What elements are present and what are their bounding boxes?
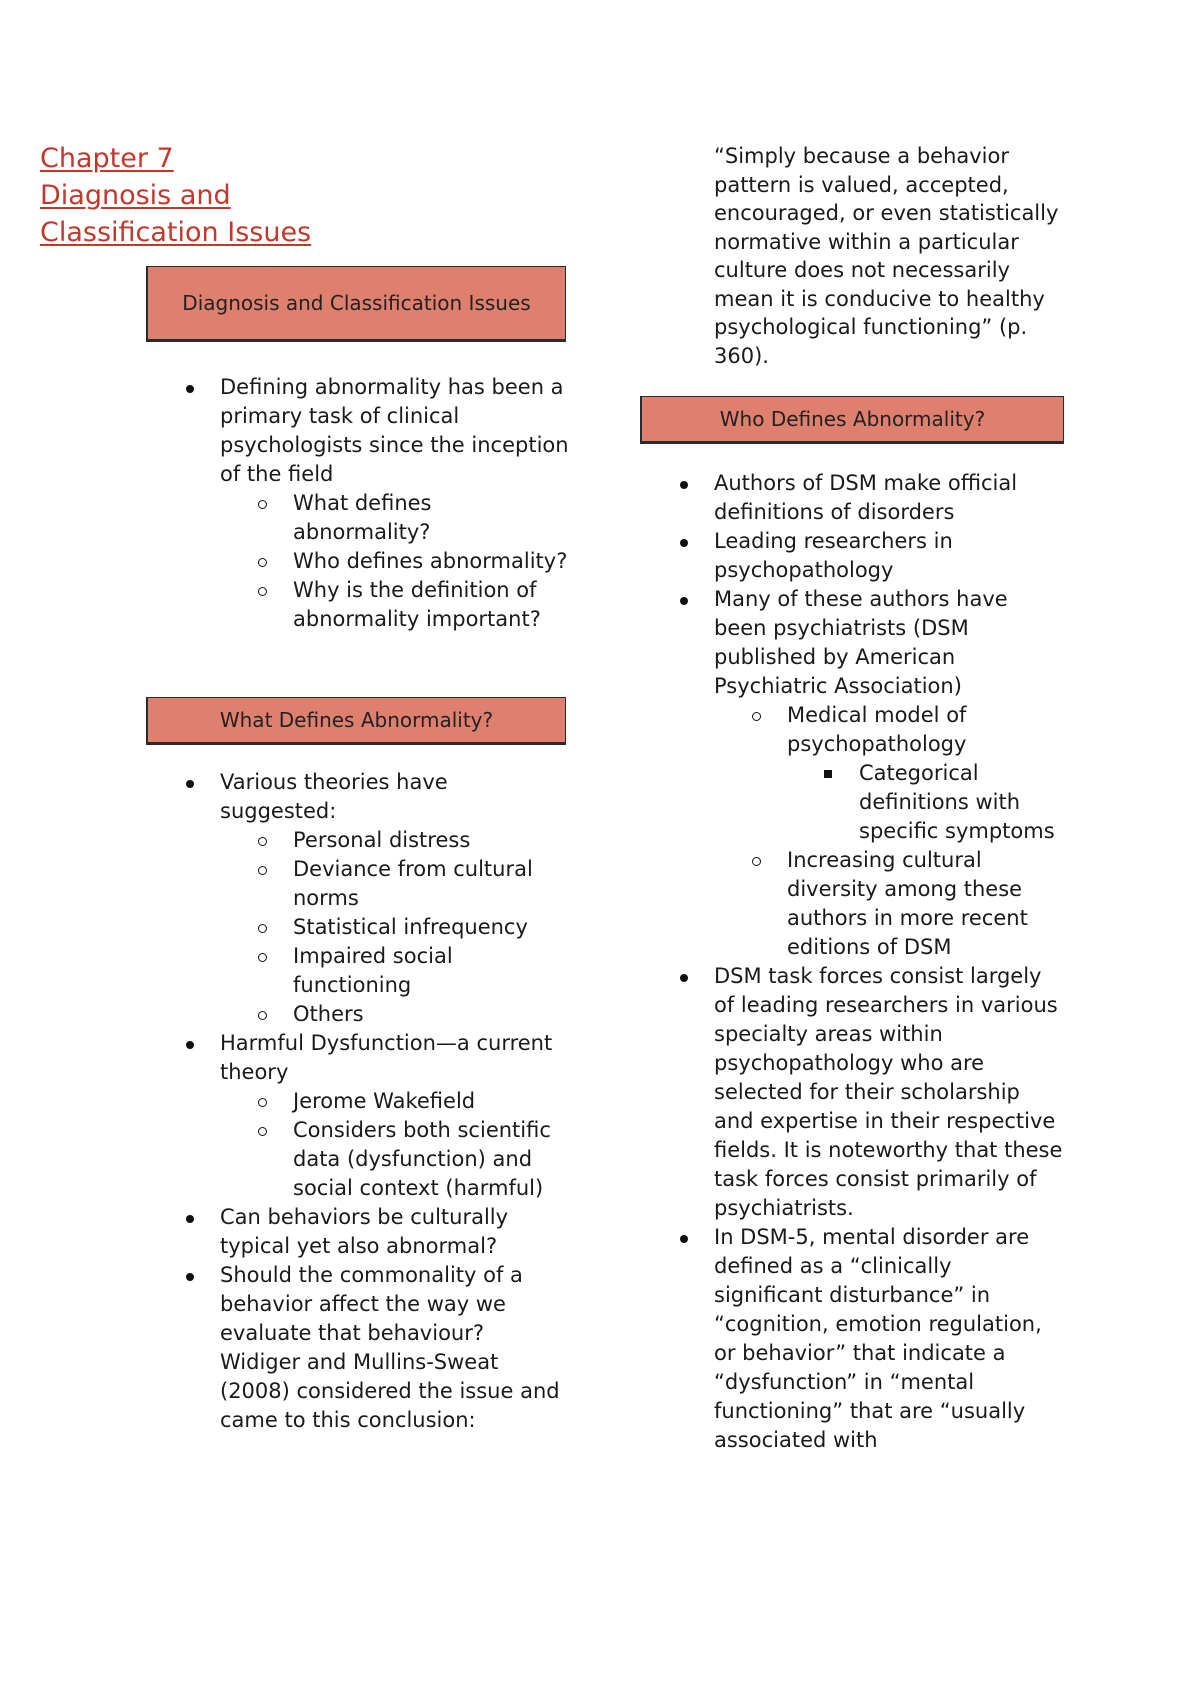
list-item — [640, 527, 1064, 585]
list-item-text: Harmful Dysfunction—a current theory — [220, 1031, 553, 1084]
quote-paragraph: “Simply because a behavior pattern is valued, accepted, encouraged, or even statistically normative within a particular culture does not necessarily mean it is conducive to healthy psychological functioning” (p. 360). — [714, 144, 1059, 368]
section-heading-text: Who Defines Abnormality? — [719, 406, 986, 431]
bullet-list-what-defines — [146, 768, 570, 1435]
bullet-circle-icon — [258, 837, 267, 846]
list-item — [640, 585, 1064, 701]
list-item-text: Categorical definitions with specific symptoms — [859, 761, 1055, 843]
list-item-text: Who defines abnormality? — [293, 549, 568, 573]
list-item — [640, 469, 1064, 527]
list-item — [146, 1116, 570, 1203]
chapter-title-line-2[interactable]: Diagnosis and — [40, 180, 231, 211]
list-item-text: What defines abnormality? — [293, 491, 432, 544]
section-heading-text: What Defines Abnormality? — [219, 707, 494, 732]
list-item-text: Various theories have suggested: — [220, 770, 448, 823]
bullet-circle-icon — [752, 712, 761, 721]
list-item — [640, 1223, 1064, 1455]
bullet-list-diagnosis — [146, 373, 570, 634]
bullet-disc-icon — [680, 539, 688, 547]
bullet-disc-icon — [680, 1235, 688, 1243]
chapter-title[interactable] — [40, 140, 420, 251]
bullet-disc-icon — [680, 597, 688, 605]
list-item — [640, 701, 1064, 759]
list-item — [146, 1087, 570, 1116]
bullet-circle-icon — [258, 866, 267, 875]
list-item-text: Jerome Wakefield — [293, 1089, 476, 1113]
bullet-circle-icon — [258, 1011, 267, 1020]
list-item-text: Considers both scientific data (dysfunction) and social context (harmful) — [293, 1118, 551, 1200]
list-item-text: Should the commonality of a behavior affect the way we evaluate that behaviour? Widiger and Mullins-Sweat (2008) considered the issue and came to this conclusion: — [220, 1263, 560, 1432]
list-item — [146, 913, 570, 942]
list-item-text: Why is the definition of abnormality important? — [293, 578, 541, 631]
list-item-text: Medical model of psychopathology — [787, 703, 967, 756]
list-item — [640, 759, 1064, 846]
list-item-text: Impaired social functioning — [293, 944, 453, 997]
section-heading-text: Diagnosis and Classification Issues — [182, 290, 531, 315]
list-item — [146, 768, 570, 826]
bullet-disc-icon — [186, 1273, 194, 1281]
list-item — [146, 826, 570, 855]
list-item — [146, 855, 570, 913]
section-heading-what-defines — [146, 697, 566, 745]
list-item — [146, 1203, 570, 1261]
bullet-circle-icon — [258, 587, 267, 596]
list-item — [146, 1261, 570, 1435]
bullet-circle-icon — [258, 1098, 267, 1107]
list-item-text: Deviance from cultural norms — [293, 857, 533, 910]
list-item — [146, 576, 570, 634]
list-item — [146, 1000, 570, 1029]
bullet-disc-icon — [186, 385, 194, 393]
section-heading-diagnosis — [146, 266, 566, 342]
bullet-disc-icon — [186, 1041, 194, 1049]
list-item — [146, 547, 570, 576]
list-item — [640, 962, 1064, 1223]
bullet-disc-icon — [186, 1215, 194, 1223]
list-item-text: Can behaviors be culturally typical yet also abnormal? — [220, 1205, 509, 1258]
bullet-disc-icon — [186, 780, 194, 788]
list-item-text: Increasing cultural diversity among these authors in more recent editions of DSM — [787, 848, 1028, 959]
list-item — [146, 373, 570, 489]
bullet-square-icon — [824, 770, 832, 778]
bullet-circle-icon — [258, 1127, 267, 1136]
list-item-text: Many of these authors have been psychiatrists (DSM published by American Psychiatric Association) — [714, 587, 1008, 698]
list-item-text: Statistical infrequency — [293, 915, 528, 939]
list-item-text: DSM task forces consist largely of leading researchers in various specialty areas within psychopathology who are selected for their scholarship and expertise in their respective fields. It is noteworthy that these task forces consist primarily of psychiatrists. — [714, 964, 1063, 1220]
list-item-text: Personal distress — [293, 828, 471, 852]
list-item — [146, 942, 570, 1000]
section-heading-who-defines — [640, 396, 1064, 444]
chapter-title-line-3[interactable]: Classification Issues — [40, 217, 312, 248]
bullet-circle-icon — [258, 558, 267, 567]
list-item — [640, 846, 1064, 962]
list-item-text: Defining abnormality has been a primary task of clinical psychologists since the inception of the field — [220, 375, 569, 486]
bullet-circle-icon — [258, 500, 267, 509]
bullet-circle-icon — [258, 924, 267, 933]
chapter-title-line-1[interactable]: Chapter 7 — [40, 143, 174, 174]
bullet-disc-icon — [680, 974, 688, 982]
bullet-circle-icon — [752, 857, 761, 866]
list-item-text: Leading researchers in psychopathology — [714, 529, 953, 582]
list-item-text: In DSM-5, mental disorder are defined as a “clinically significant disturbance” in “cognition, emotion regulation, or behavior” that indicate a “dysfunction” in “mental functioning” that are “usually associated with — [714, 1225, 1042, 1452]
list-item — [146, 489, 570, 547]
bullet-list-who-defines — [640, 469, 1064, 1455]
list-item-text: Others — [293, 1002, 364, 1026]
list-item-text: Authors of DSM make official definitions of disorders — [714, 471, 1018, 524]
bullet-disc-icon — [680, 481, 688, 489]
list-item — [146, 1029, 570, 1087]
bullet-circle-icon — [258, 953, 267, 962]
